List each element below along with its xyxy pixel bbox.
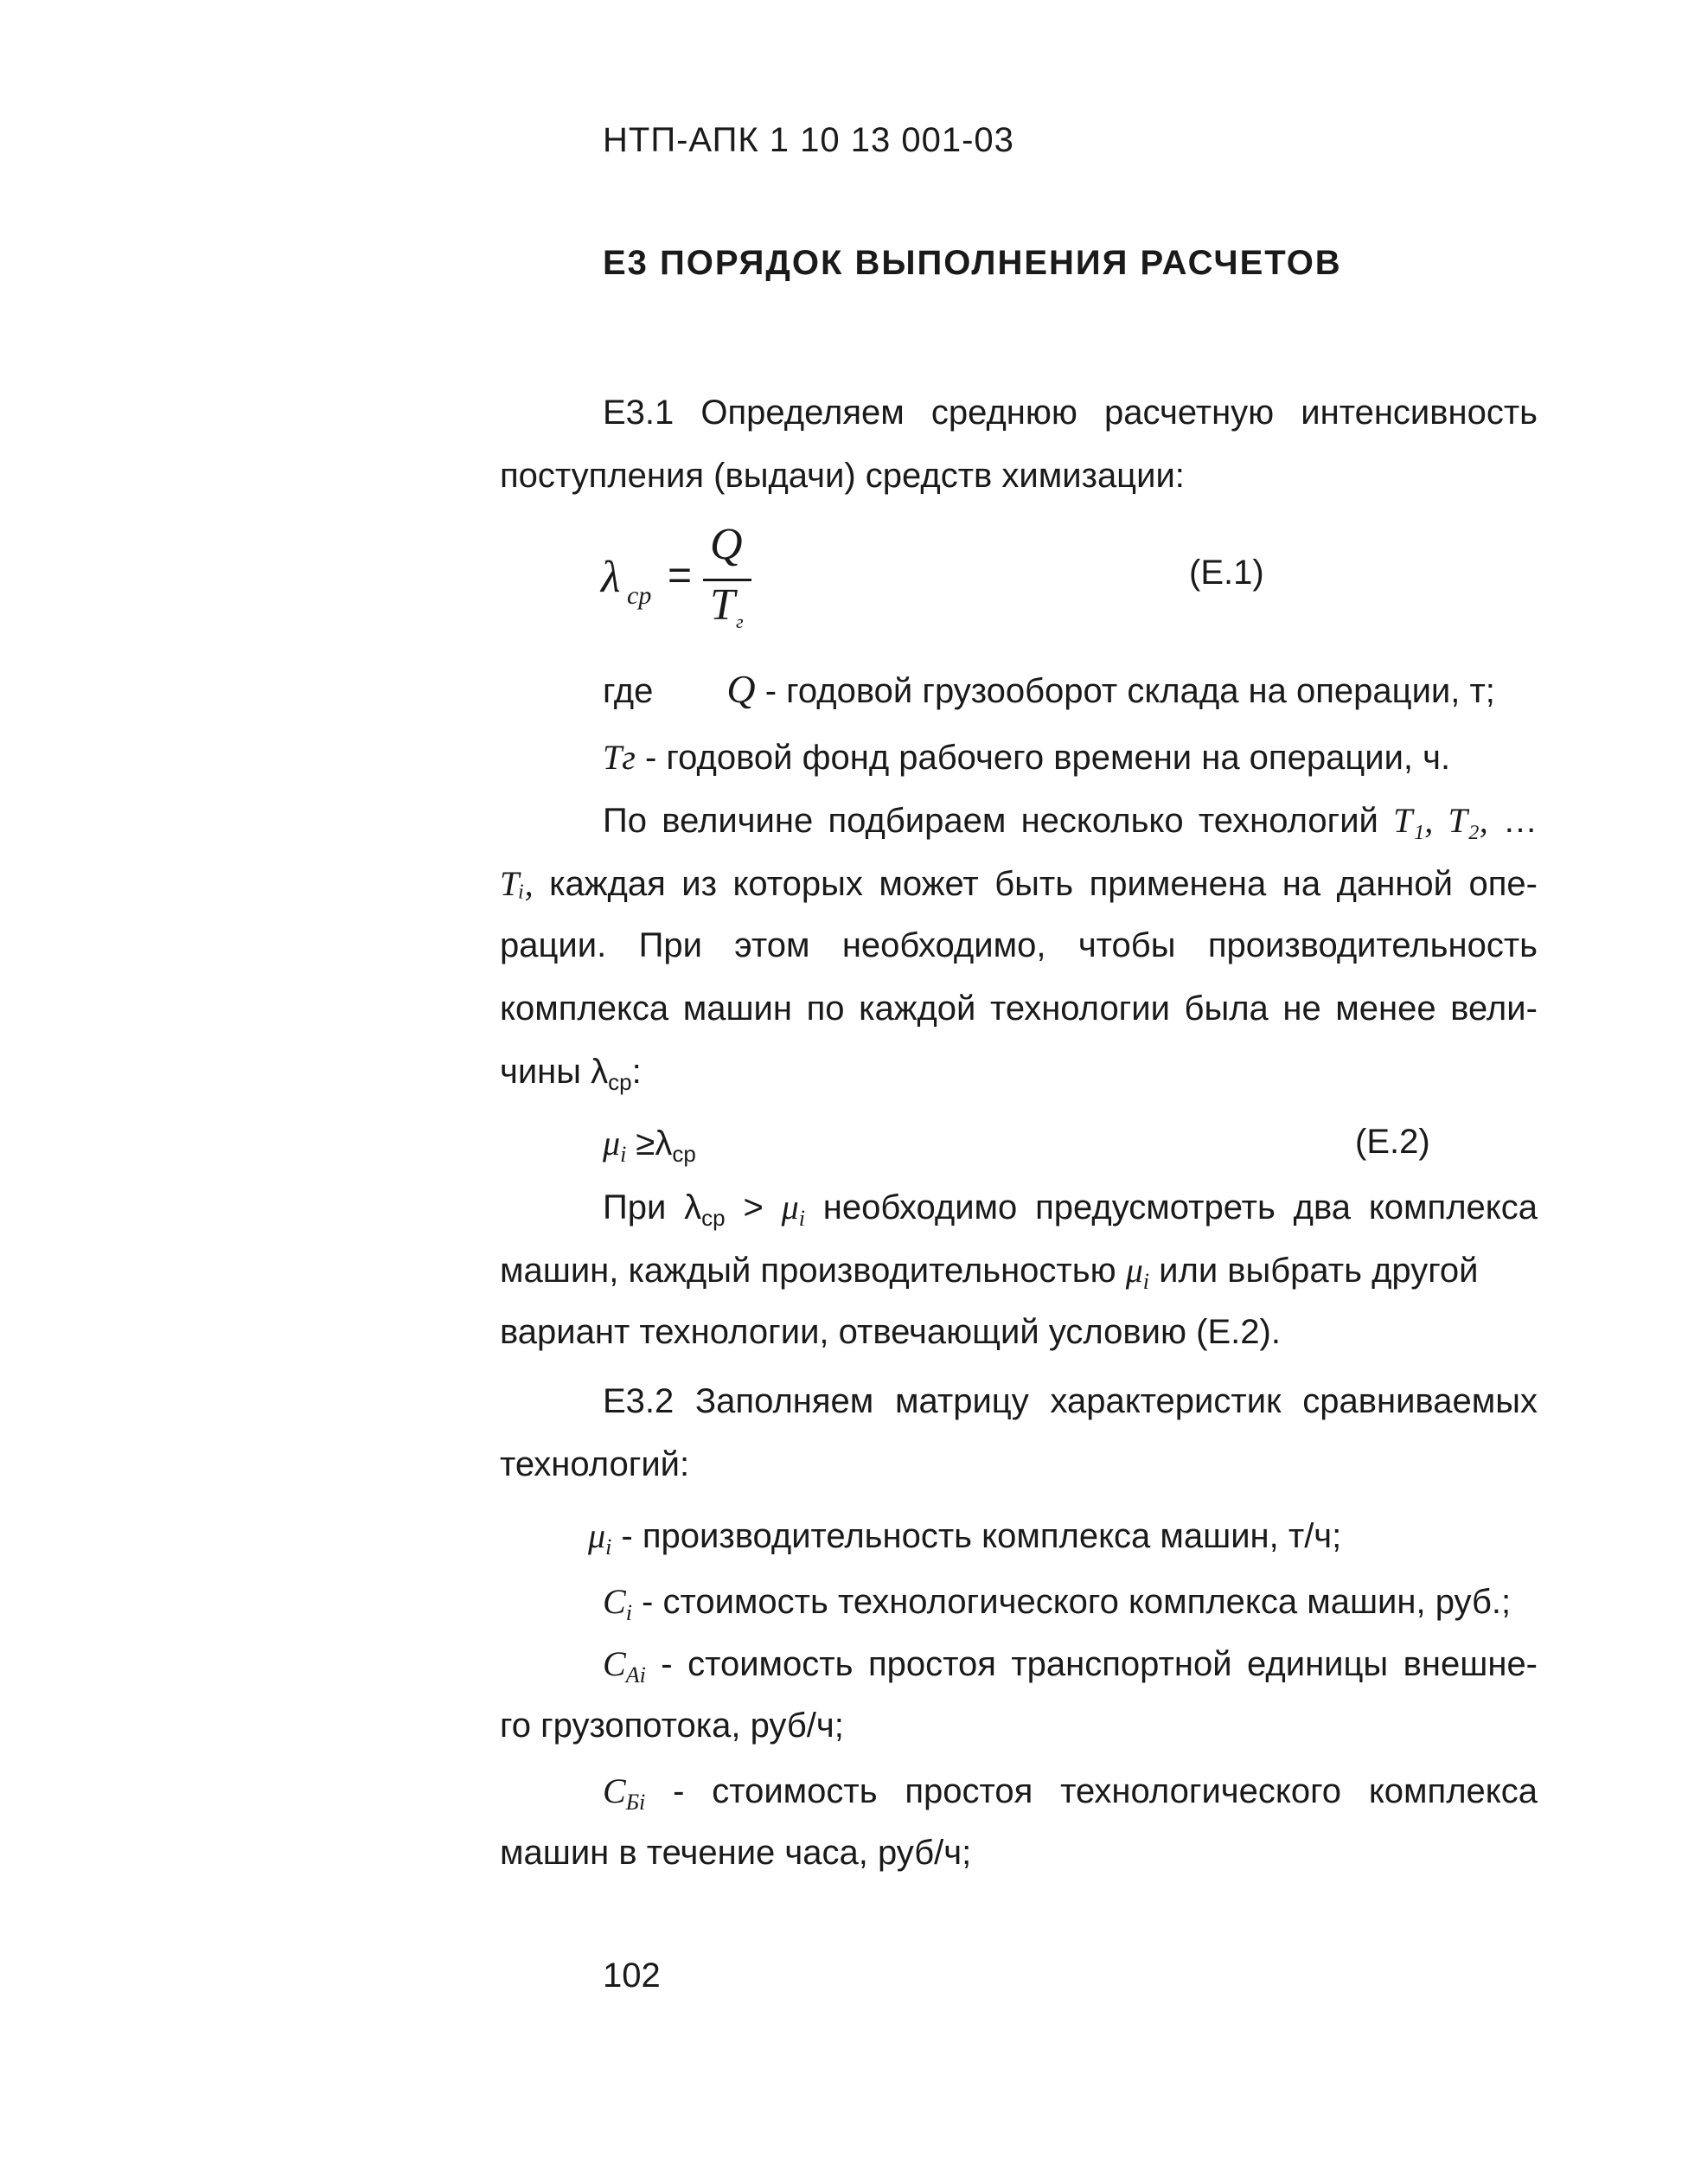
paragraph-condition-line-1: При $\lambda_{ср} > \mu_i$ необходимо предусмотреть два комплекса (603, 1188, 1538, 1231)
definition-ca-line-1: $C_{Ai}$ - стоимость простоя транспортной единицы внешне- (603, 1644, 1538, 1688)
definition-c: $C_i$ - стоимость технологического комплекса машин, руб.; (603, 1582, 1512, 1625)
equals-sign: = (668, 553, 693, 599)
paragraph-e3-2-line-2: технологий: (500, 1445, 690, 1483)
definition-cb-line-1: $C_{Бi}$ - стоимость простоя технологического комплекса (603, 1771, 1538, 1815)
tg-symbol: Тг (603, 738, 636, 777)
fraction-denominator: T (710, 580, 735, 630)
definition-ca-line-2: го грузопотока, руб/ч; (500, 1707, 844, 1745)
paragraph-technologies-line-1: По величине подбираем несколько технологий Т₁, Т₂, … (603, 801, 1538, 840)
paragraph-technologies-line-2: Тᵢ, каждая из которых может быть применена на данной опе- (500, 864, 1538, 903)
formula-e1 (601, 520, 809, 632)
paragraph-condition-line-2: машин, каждый производительностью $\mu_i$ или выбрать другой (500, 1251, 1479, 1294)
lambda-symbol: λ (601, 553, 621, 602)
paragraph-condition-line-3: вариант технологии, отвечающий условию (Е.2). (500, 1313, 1281, 1351)
paragraph-e3-1-line-1: Е3.1 Определяем среднюю расчетную интенсивность (603, 394, 1538, 432)
where-symbol: Q (726, 667, 756, 711)
fraction-denominator-subscript: г (736, 611, 744, 632)
paragraph-technologies-line-5: чины $\lambda_{ср}$: (500, 1053, 642, 1095)
equation-number-e1: (Е.1) (1189, 554, 1264, 592)
paragraph-e3-1-line-2: поступления (выдачи) средств химизации: (500, 457, 1185, 495)
page-number: 102 (603, 1957, 661, 1995)
tg-text: - годовой фонд рабочего времени на операции, ч. (635, 739, 1451, 777)
tg-definition (603, 737, 1450, 778)
definition-cb-line-2: машин в течение часа, руб/ч; (500, 1834, 972, 1872)
where-word: где (603, 672, 654, 710)
paragraph-technologies-line-3: рации. При этом необходимо, чтобы производительность (500, 926, 1538, 964)
definition-mu: $\mu_i$ - производительность комплекса машин, т/ч; (588, 1516, 1342, 1560)
paragraph-e3-2-line-1: Е3.2 Заполняем матрицу характеристик сравниваемых (603, 1382, 1538, 1420)
section-title: Е3 ПОРЯДОК ВЫПОЛНЕНИЯ РАСЧЕТОВ (603, 244, 1342, 282)
mu-symbol: μ (603, 1124, 621, 1162)
where-line (603, 666, 1495, 712)
equation-number-e2: (Е.2) (1355, 1123, 1430, 1161)
document-code-header: НТП-АПК 1 10 13 001-03 (603, 121, 1014, 159)
lambda-subscript: ср (627, 581, 652, 610)
fraction-numerator: Q (710, 520, 743, 569)
formula-e2: $\mu_i \ge\lambda_{ср}$ (603, 1124, 696, 1167)
where-text: - годовой грузооборот склада на операции, т; (764, 672, 1495, 710)
paragraph-technologies-line-4: комплекса машин по каждой технологии была не менее вели- (500, 990, 1538, 1028)
